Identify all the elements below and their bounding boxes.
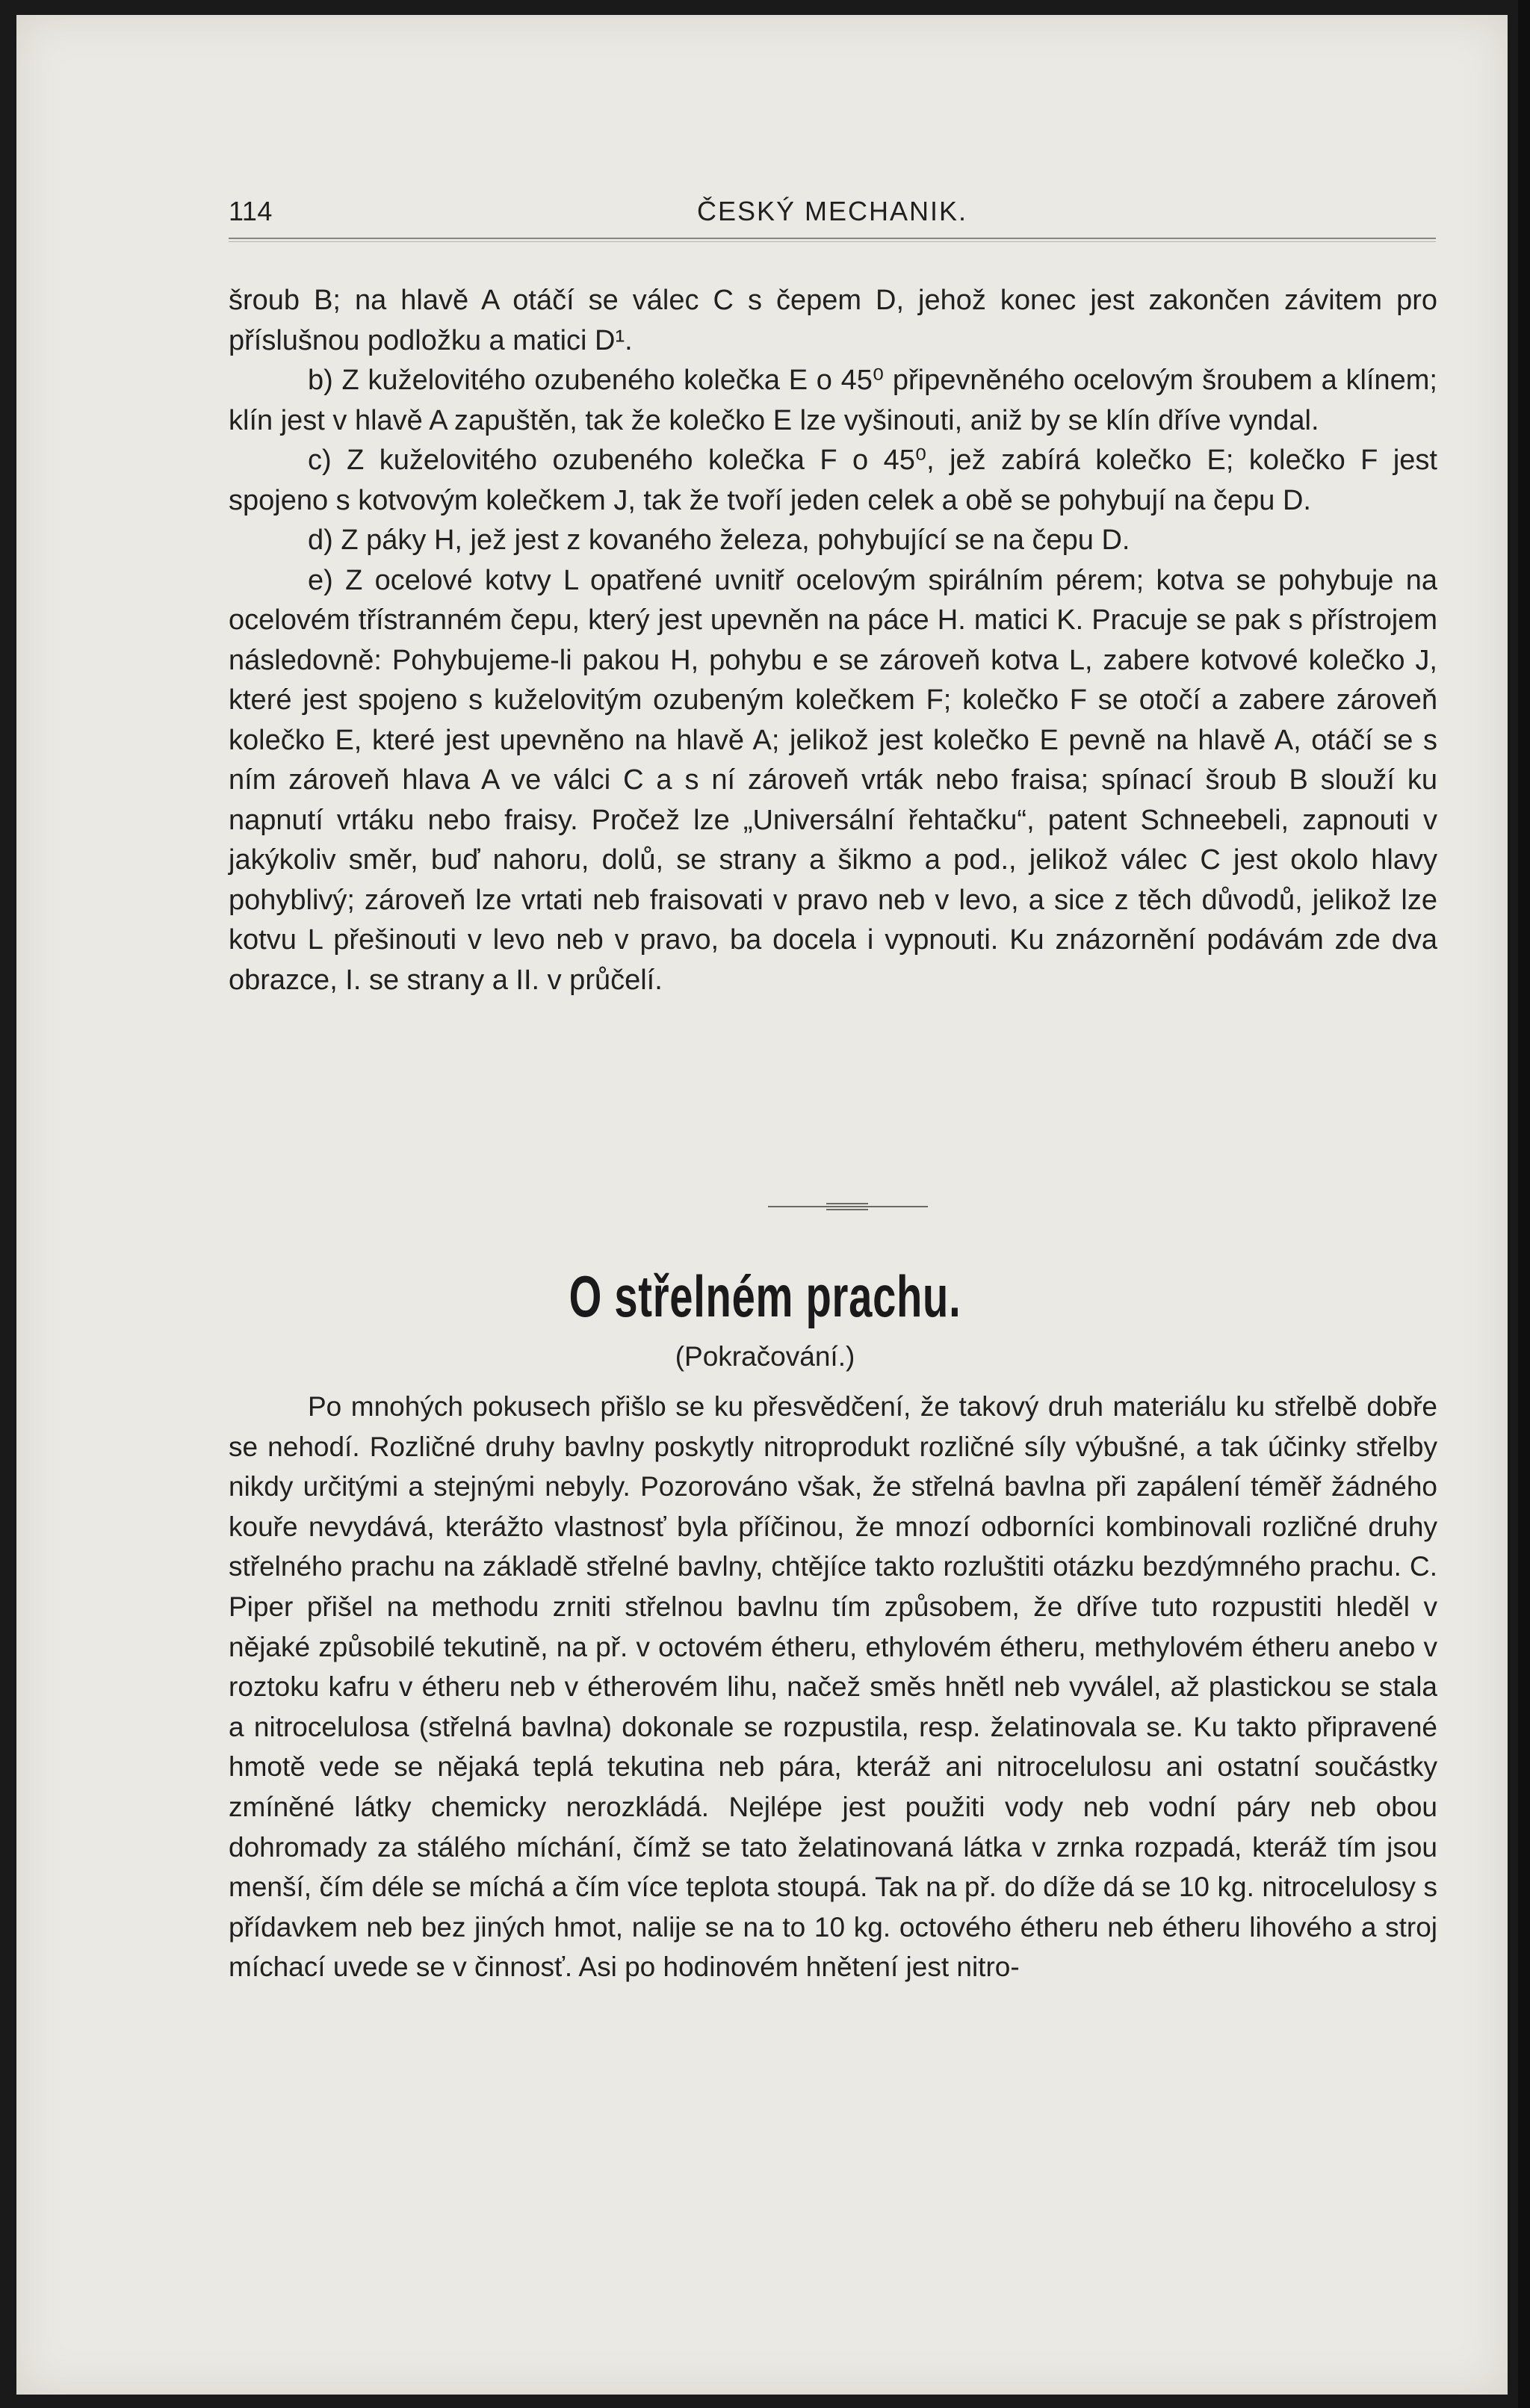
paragraph: c) Z kuželovitého ozubeného kolečka F o 45⁰, jež zabírá kolečko E; kolečko F jest spojeno s kotvovým kolečkem J, tak že tvoří jeden celek a obě se pohybují na čepu D.: [229, 445, 1437, 516]
article-subtitle: (Pokračování.): [675, 1341, 855, 1372]
article-title: O střelném prachu.: [569, 1263, 961, 1329]
paragraph: e) Z ocelové kotvy L opatřené uvnitř ocelovým spirálním pérem; kotva se pohybuje na ocelovém třístranném čepu, který jest upevněn na páce H. matici K. Pracuje se pak s přístrojem následovně: Pohybujeme-li pakou H, pohybu e se zároveň kotva L, zabere kotvové kolečko J, které jest spojeno s kuželovitým ozubeným kolečkem F; kolečko F se otočí a zabere zároveň kolečko E, které jest upevněno na hlavě A; jelikož jest kolečko E pevně na hlavě A, otáčí se s ním zároveň hlava A ve válci C a s ní zároveň vrták nebo fraisa; spínací šroub B slouží ku napnutí vrtáku nebo fraisy. Pročež lze „Universální řehtačku“, patent Schneebeli, zapnouti v jakýkoliv směr, buď nahoru, dolů, se strany a šikmo a pod., jelikož válec C jest okolo hlavy pohyblivý; zároveň lze vrtati neb fraisovati v pravo neb v levo, a sice z těch důvodů, jelikož lze kotvu L přešinouti v levo neb v pravo, ba docela i vypnouti. Ku znázornění podávám zde dva obrazce, I. se strany a II. v průčelí.: [229, 564, 1437, 996]
paragraph: šroub B; na hlavě A otáčí se válec C s čepem D, jehož konec jest zakončen závitem pro příslušnou podložku a matici D¹.: [229, 285, 1437, 356]
article-ratchet-continued: [229, 281, 1437, 1000]
paragraph: b) Z kuželovitého ozubeného kolečka E o 45⁰ připevněného ocelovým šroubem a klínem; klín jest v hlavě A zapuštěn, tak že kolečko E lze vyšinouti, aniž by se klín dříve vyndal.: [229, 365, 1437, 436]
book-spine-edge: [1518, 0, 1530, 2408]
article-gunpowder: [229, 1387, 1437, 1987]
running-head: [229, 196, 1436, 233]
header-double-rule: [229, 238, 1436, 242]
section-separator: [768, 1203, 928, 1212]
page-number: 114: [229, 196, 273, 226]
paragraph: d) Z páky H, jež jest z kovaného železa, pohybující se na čepu D.: [308, 524, 1130, 556]
journal-title: ČESKÝ MECHANIK.: [696, 196, 968, 226]
paragraph: Po mnohých pokusech přišlo se ku přesvědčení, že takový druh materiálu ku střelbě dobře se nehodí. Rozličné druhy bavlny poskytly nitroprodukt rozličné síly výbušné, a tak účinky střelby nikdy určitými a stejnými nebyly. Pozorováno však, že střelná bavlna při zapálení téměř žádného kouře nevydává, kterážto vlastnosť byla příčinou, že mnozí odborníci kombinovali rozličné druhy střelného prachu na základě střelné bavlny, chtějíce takto rozluštiti otázku bezdýmného prachu. C. Piper přišel na methodu zrniti střelnou bavlnu tím způsobem, že dříve tuto rozpustiti hleděl v nějaké způsobilé tekutině, na př. v octovém étheru, ethylovém étheru, methylovém étheru anebo v roztoku kafru v étheru neb v étherovém lihu, načež směs hnětl neb vyválel, až plastickou se stala a nitrocelulosa (střelná bavlna) dokonale se rozpustila, resp. želatinovala se. Ku takto připravené hmotě vede se nějaká teplá tekutina neb pára, kteráž ani nitrocelulosu ani ostatní součástky zmíněné látky chemicky nerozkládá. Nejlépe jest použiti vody neb vodní páry neb obou dohromady za stálého míchání, čímž se tato želatinovaná látka v zrnka rozpadá, kteráž tím jsou menší, čím déle se míchá a čím více teplota stoupá. Tak na př. do díže dá se 10 kg. nitrocelulosy s přídavkem neb bez jiných hmot, nalije se na to 10 kg. octového étheru neb étheru lihového a stroj míchací uvede se v činnosť. Asi po hodinovém hnětení jest nitro-: [229, 1391, 1437, 1983]
